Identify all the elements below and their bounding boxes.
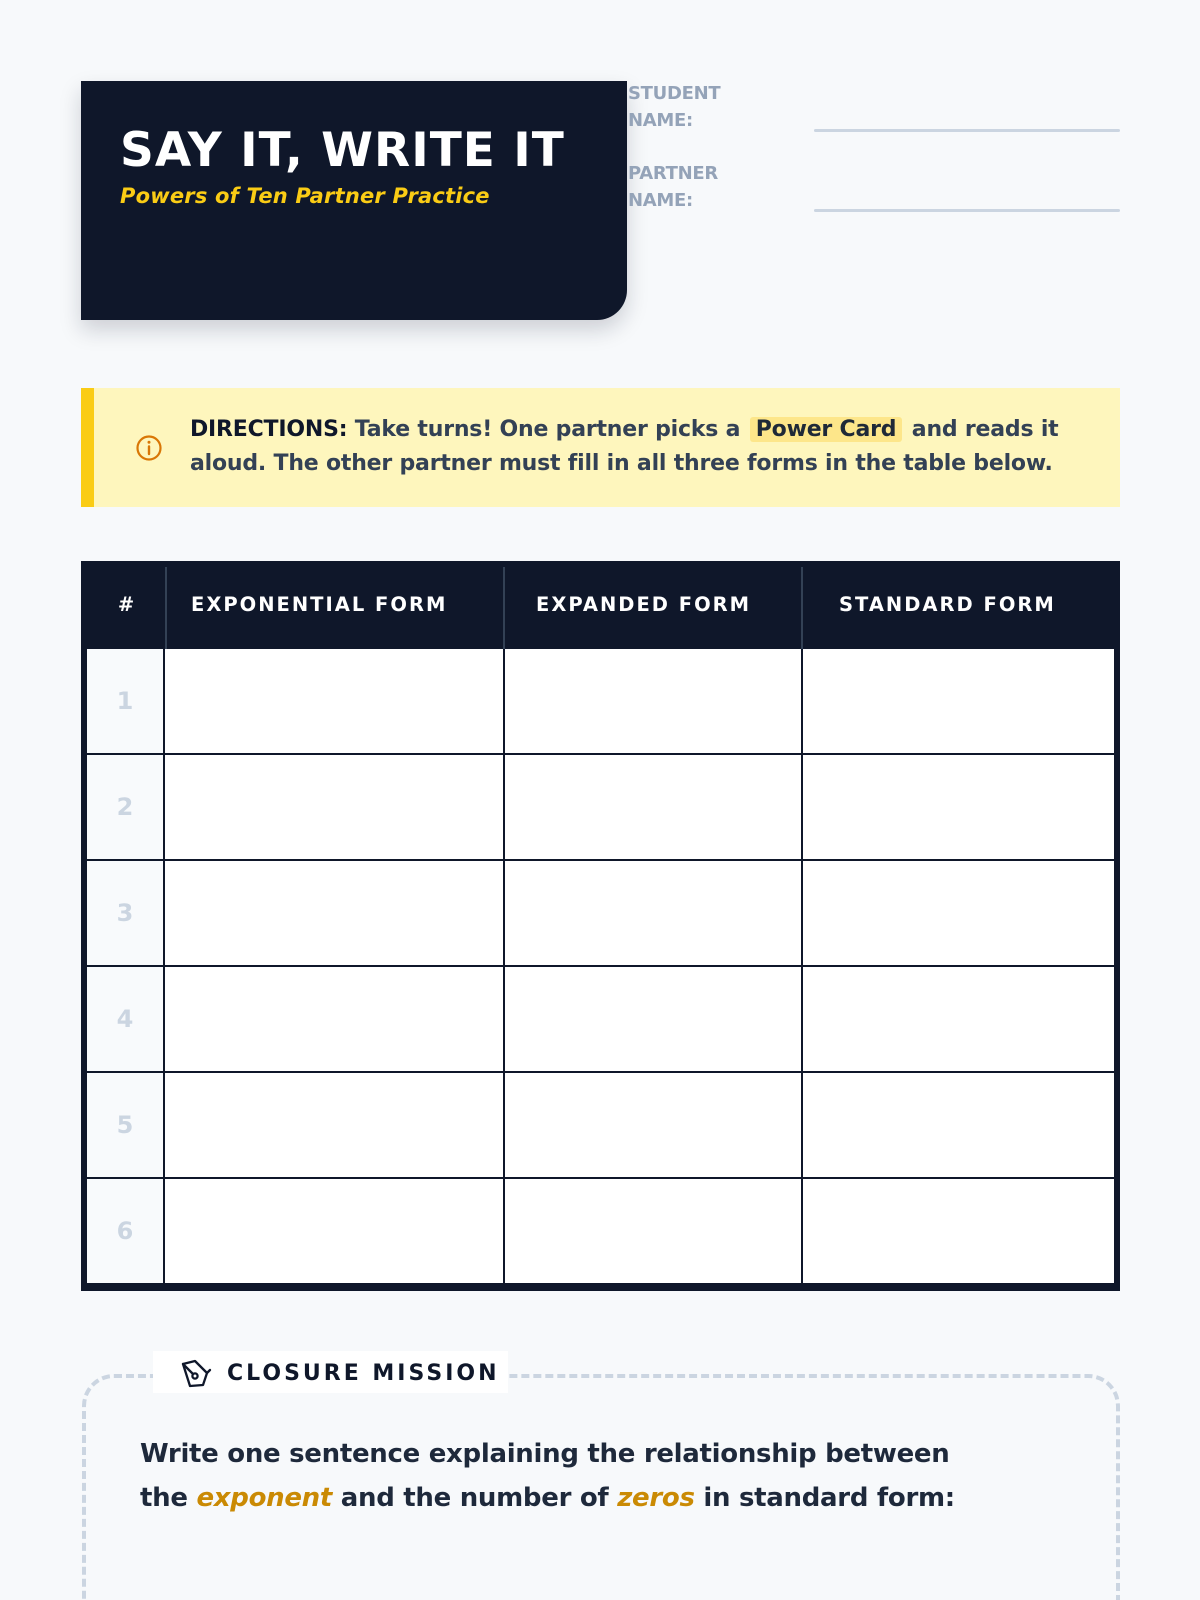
row-number: 2 [87, 755, 163, 859]
expanded-form-cell[interactable] [505, 861, 801, 965]
info-icon [134, 433, 164, 463]
standard-form-cell[interactable] [803, 1073, 1114, 1177]
table-row [87, 649, 1114, 755]
directions-callout [81, 388, 1120, 507]
expanded-form-cell[interactable] [505, 1179, 801, 1283]
column-header-standard: STANDARD FORM [839, 593, 1056, 616]
exponential-form-cell[interactable] [165, 861, 503, 965]
pen-icon [179, 1357, 213, 1391]
closure-prompt-part3: in standard form: [703, 1483, 955, 1513]
closure-mission-title: CLOSURE MISSION [227, 1361, 500, 1386]
table-row [87, 967, 1114, 1073]
table-row [87, 1179, 1114, 1285]
term-exponent: exponent [196, 1483, 333, 1513]
header-divider [801, 567, 803, 649]
exponential-form-cell[interactable] [165, 1179, 503, 1283]
directions-text [190, 413, 1100, 481]
expanded-form-cell[interactable] [505, 649, 801, 753]
power-card-highlight: Power Card [750, 417, 903, 442]
closure-mission-tag [153, 1351, 508, 1393]
exponential-form-cell[interactable] [165, 967, 503, 1071]
partner-name-line[interactable] [814, 209, 1120, 212]
closure-prompt-part2: and the number of [340, 1483, 609, 1513]
standard-form-cell[interactable] [803, 649, 1114, 753]
table-body [87, 649, 1114, 1285]
expanded-form-cell[interactable] [505, 967, 801, 1071]
table-row [87, 755, 1114, 861]
column-header-number: # [117, 593, 135, 616]
standard-form-cell[interactable] [803, 967, 1114, 1071]
row-number: 6 [87, 1179, 163, 1283]
student-name-line[interactable] [814, 129, 1120, 132]
expanded-form-cell[interactable] [505, 1073, 801, 1177]
column-header-exponential: EXPONENTIAL FORM [191, 593, 448, 616]
row-number: 1 [87, 649, 163, 753]
header-divider [165, 567, 167, 649]
row-number: 3 [87, 861, 163, 965]
standard-form-cell[interactable] [803, 755, 1114, 859]
directions-lead: DIRECTIONS: [190, 417, 348, 442]
page-title: SAY IT, WRITE IT [120, 123, 565, 178]
table-header [87, 561, 1114, 649]
forms-table [81, 561, 1120, 1291]
directions-text-after: and reads it aloud. The other partner must fill in all three forms in the table below. [190, 417, 1059, 476]
partner-name-label: PARTNER NAME: [628, 163, 718, 211]
partner-name-field[interactable] [628, 160, 1120, 216]
expanded-form-cell[interactable] [505, 755, 801, 859]
column-header-expanded: EXPANDED FORM [536, 593, 752, 616]
table-row [87, 1073, 1114, 1179]
exponential-form-cell[interactable] [165, 649, 503, 753]
directions-text-before: Take turns! One partner picks a [354, 417, 741, 442]
closure-prompt [140, 1432, 1000, 1520]
title-card [81, 81, 627, 320]
header-divider [503, 567, 505, 649]
row-number: 4 [87, 967, 163, 1071]
student-name-label: STUDENT NAME: [628, 83, 721, 131]
exponential-form-cell[interactable] [165, 755, 503, 859]
standard-form-cell[interactable] [803, 861, 1114, 965]
exponential-form-cell[interactable] [165, 1073, 503, 1177]
row-number: 5 [87, 1073, 163, 1177]
term-zeros: zeros [617, 1483, 695, 1513]
standard-form-cell[interactable] [803, 1179, 1114, 1283]
page-subtitle: Powers of Ten Partner Practice [120, 184, 490, 208]
table-row [87, 861, 1114, 967]
student-name-field[interactable] [628, 80, 1120, 136]
closure-prompt-part1: Write one sentence explaining the relationship between the [140, 1439, 950, 1513]
